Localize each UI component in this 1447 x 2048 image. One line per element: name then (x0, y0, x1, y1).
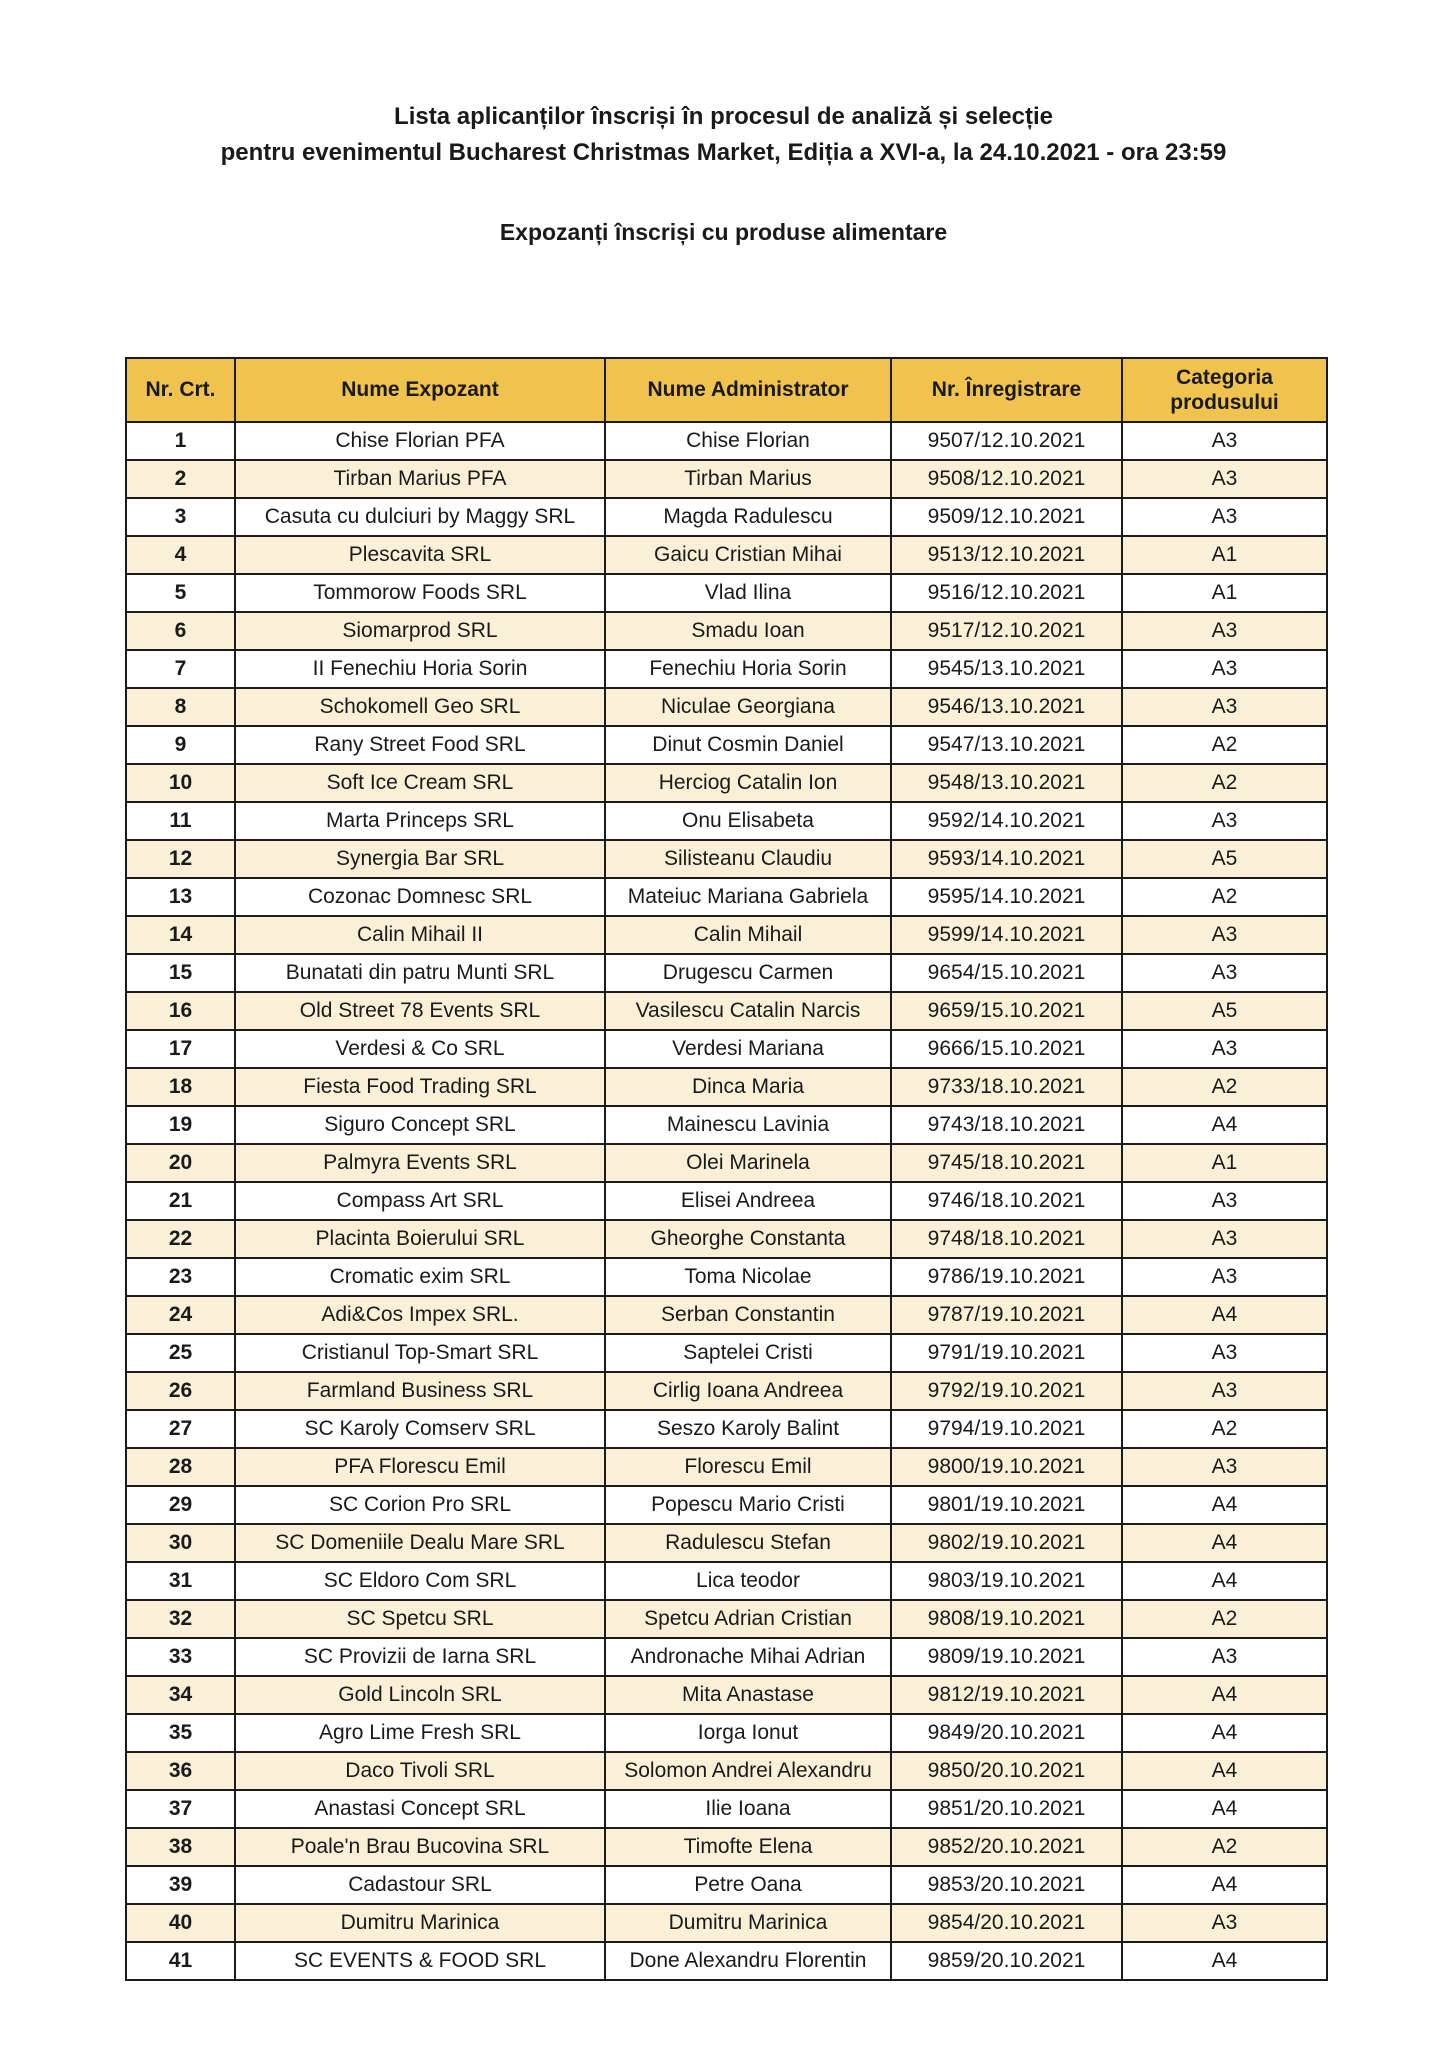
table-body (126, 422, 1327, 1980)
cell-nr-inregistrare: 9786/19.10.2021 (891, 1258, 1122, 1296)
cell-categoria-produsului: A4 (1122, 1676, 1327, 1714)
cell-nr-crt: 4 (126, 536, 235, 574)
cell-nr-inregistrare: 9517/12.10.2021 (891, 612, 1122, 650)
cell-nr-inregistrare: 9666/15.10.2021 (891, 1030, 1122, 1068)
cell-nume-expozant: PFA Florescu Emil (235, 1448, 605, 1486)
table-header-row (126, 358, 1327, 422)
cell-categoria-produsului: A3 (1122, 1638, 1327, 1676)
cell-nume-expozant: Fiesta Food Trading SRL (235, 1068, 605, 1106)
cell-nr-inregistrare: 9809/19.10.2021 (891, 1638, 1122, 1676)
cell-nume-administrator: Spetcu Adrian Cristian (605, 1600, 891, 1638)
cell-nr-inregistrare: 9654/15.10.2021 (891, 954, 1122, 992)
cell-nr-crt: 12 (126, 840, 235, 878)
table-row (126, 422, 1327, 460)
cell-categoria-produsului: A4 (1122, 1562, 1327, 1600)
cell-nume-expozant: Dumitru Marinica (235, 1904, 605, 1942)
header-categoria-produsului: Categoria produsului (1122, 358, 1327, 422)
cell-nr-inregistrare: 9792/19.10.2021 (891, 1372, 1122, 1410)
cell-nr-crt: 18 (126, 1068, 235, 1106)
cell-nume-expozant: SC Eldoro Com SRL (235, 1562, 605, 1600)
table-row (126, 1220, 1327, 1258)
cell-categoria-produsului: A3 (1122, 422, 1327, 460)
cell-nume-expozant: SC Karoly Comserv SRL (235, 1410, 605, 1448)
cell-nr-crt: 9 (126, 726, 235, 764)
cell-nr-crt: 31 (126, 1562, 235, 1600)
cell-nr-inregistrare: 9852/20.10.2021 (891, 1828, 1122, 1866)
cell-nr-inregistrare: 9854/20.10.2021 (891, 1904, 1122, 1942)
cell-nr-inregistrare: 9791/19.10.2021 (891, 1334, 1122, 1372)
cell-nume-administrator: Saptelei Cristi (605, 1334, 891, 1372)
table-row (126, 1334, 1327, 1372)
cell-nume-administrator: Done Alexandru Florentin (605, 1942, 891, 1980)
cell-nume-expozant: Gold Lincoln SRL (235, 1676, 605, 1714)
table-row (126, 1562, 1327, 1600)
applicants-table (125, 357, 1328, 1981)
table-row (126, 1448, 1327, 1486)
cell-nume-administrator: Verdesi Mariana (605, 1030, 891, 1068)
cell-nr-inregistrare: 9800/19.10.2021 (891, 1448, 1122, 1486)
cell-nume-administrator: Dinut Cosmin Daniel (605, 726, 891, 764)
table-row (126, 1942, 1327, 1980)
cell-nume-administrator: Ilie Ioana (605, 1790, 891, 1828)
document-title-line2: pentru evenimentul Bucharest Christmas Market, Ediția a XVI-a, la 24.10.2021 - ora 23:59 (220, 139, 1227, 166)
cell-nr-inregistrare: 9548/13.10.2021 (891, 764, 1122, 802)
cell-nr-inregistrare: 9803/19.10.2021 (891, 1562, 1122, 1600)
cell-nr-inregistrare: 9794/19.10.2021 (891, 1410, 1122, 1448)
cell-categoria-produsului: A3 (1122, 1904, 1327, 1942)
cell-nr-inregistrare: 9746/18.10.2021 (891, 1182, 1122, 1220)
table-row (126, 574, 1327, 612)
cell-categoria-produsului: A5 (1122, 992, 1327, 1030)
cell-nr-crt: 36 (126, 1752, 235, 1790)
cell-nr-crt: 10 (126, 764, 235, 802)
header-nume-expozant: Nume Expozant (235, 358, 605, 422)
cell-nr-crt: 27 (126, 1410, 235, 1448)
table-row (126, 1296, 1327, 1334)
cell-categoria-produsului: A1 (1122, 536, 1327, 574)
cell-categoria-produsului: A1 (1122, 574, 1327, 612)
cell-nr-inregistrare: 9851/20.10.2021 (891, 1790, 1122, 1828)
cell-nr-inregistrare: 9546/13.10.2021 (891, 688, 1122, 726)
cell-nr-crt: 19 (126, 1106, 235, 1144)
table-row (126, 878, 1327, 916)
cell-nume-expozant: Placinta Boierului SRL (235, 1220, 605, 1258)
table-row (126, 1638, 1327, 1676)
cell-nr-inregistrare: 9850/20.10.2021 (891, 1752, 1122, 1790)
cell-nr-crt: 32 (126, 1600, 235, 1638)
table-row (126, 1030, 1327, 1068)
cell-nume-administrator: Vasilescu Catalin Narcis (605, 992, 891, 1030)
cell-categoria-produsului: A3 (1122, 1220, 1327, 1258)
cell-nr-crt: 28 (126, 1448, 235, 1486)
table-row (126, 536, 1327, 574)
cell-nume-administrator: Lica teodor (605, 1562, 891, 1600)
cell-nume-administrator: Silisteanu Claudiu (605, 840, 891, 878)
cell-nr-crt: 33 (126, 1638, 235, 1676)
cell-nume-expozant: Schokomell Geo SRL (235, 688, 605, 726)
cell-nr-inregistrare: 9593/14.10.2021 (891, 840, 1122, 878)
cell-nr-crt: 38 (126, 1828, 235, 1866)
cell-categoria-produsului: A4 (1122, 1866, 1327, 1904)
cell-categoria-produsului: A2 (1122, 878, 1327, 916)
cell-nume-administrator: Serban Constantin (605, 1296, 891, 1334)
cell-nume-expozant: Tommorow Foods SRL (235, 574, 605, 612)
cell-nume-administrator: Mateiuc Mariana Gabriela (605, 878, 891, 916)
cell-nume-expozant: Siomarprod SRL (235, 612, 605, 650)
cell-nr-crt: 6 (126, 612, 235, 650)
cell-nume-expozant: Synergia Bar SRL (235, 840, 605, 878)
cell-nume-administrator: Petre Oana (605, 1866, 891, 1904)
cell-nr-crt: 23 (126, 1258, 235, 1296)
cell-nr-crt: 37 (126, 1790, 235, 1828)
cell-categoria-produsului: A3 (1122, 688, 1327, 726)
cell-nume-expozant: Casuta cu dulciuri by Maggy SRL (235, 498, 605, 536)
cell-categoria-produsului: A5 (1122, 840, 1327, 878)
table-row (126, 726, 1327, 764)
cell-nume-administrator: Calin Mihail (605, 916, 891, 954)
cell-categoria-produsului: A3 (1122, 1448, 1327, 1486)
cell-categoria-produsului: A3 (1122, 954, 1327, 992)
cell-categoria-produsului: A4 (1122, 1524, 1327, 1562)
cell-nume-expozant: SC Domeniile Dealu Mare SRL (235, 1524, 605, 1562)
cell-nr-inregistrare: 9507/12.10.2021 (891, 422, 1122, 460)
cell-nume-administrator: Fenechiu Horia Sorin (605, 650, 891, 688)
cell-nr-inregistrare: 9509/12.10.2021 (891, 498, 1122, 536)
cell-nume-expozant: Soft Ice Cream SRL (235, 764, 605, 802)
section-title: Expozanți înscriși cu produse alimentare (499, 219, 948, 245)
cell-nr-crt: 34 (126, 1676, 235, 1714)
cell-nume-administrator: Toma Nicolae (605, 1258, 891, 1296)
cell-nr-crt: 22 (126, 1220, 235, 1258)
cell-nr-inregistrare: 9743/18.10.2021 (891, 1106, 1122, 1144)
cell-nr-inregistrare: 9812/19.10.2021 (891, 1676, 1122, 1714)
table-row (126, 612, 1327, 650)
cell-categoria-produsului: A2 (1122, 726, 1327, 764)
cell-nume-expozant: Poale'n Brau Bucovina SRL (235, 1828, 605, 1866)
cell-nr-crt: 15 (126, 954, 235, 992)
cell-nr-inregistrare: 9659/15.10.2021 (891, 992, 1122, 1030)
cell-nume-administrator: Niculae Georgiana (605, 688, 891, 726)
table-row (126, 1182, 1327, 1220)
cell-nume-administrator: Andronache Mihai Adrian (605, 1638, 891, 1676)
cell-categoria-produsului: A3 (1122, 1334, 1327, 1372)
table-row (126, 1486, 1327, 1524)
cell-nume-expozant: Cozonac Domnesc SRL (235, 878, 605, 916)
cell-nume-administrator: Tirban Marius (605, 460, 891, 498)
table-row (126, 1790, 1327, 1828)
cell-nr-crt: 5 (126, 574, 235, 612)
cell-nr-crt: 20 (126, 1144, 235, 1182)
cell-nr-crt: 24 (126, 1296, 235, 1334)
cell-nr-crt: 11 (126, 802, 235, 840)
cell-nume-administrator: Popescu Mario Cristi (605, 1486, 891, 1524)
cell-categoria-produsului: A4 (1122, 1790, 1327, 1828)
cell-nume-administrator: Onu Elisabeta (605, 802, 891, 840)
cell-nume-expozant: Siguro Concept SRL (235, 1106, 605, 1144)
cell-nr-inregistrare: 9592/14.10.2021 (891, 802, 1122, 840)
cell-nume-expozant: Plescavita SRL (235, 536, 605, 574)
cell-nume-expozant: Chise Florian PFA (235, 422, 605, 460)
cell-nr-inregistrare: 9599/14.10.2021 (891, 916, 1122, 954)
cell-nume-expozant: SC Spetcu SRL (235, 1600, 605, 1638)
cell-nume-expozant: Adi&Cos Impex SRL. (235, 1296, 605, 1334)
cell-nr-inregistrare: 9802/19.10.2021 (891, 1524, 1122, 1562)
table-row (126, 1866, 1327, 1904)
cell-nr-crt: 14 (126, 916, 235, 954)
cell-nume-administrator: Magda Radulescu (605, 498, 891, 536)
cell-nr-crt: 13 (126, 878, 235, 916)
cell-nume-expozant: Cromatic exim SRL (235, 1258, 605, 1296)
cell-nume-administrator: Gaicu Cristian Mihai (605, 536, 891, 574)
cell-categoria-produsului: A3 (1122, 1030, 1327, 1068)
cell-nr-inregistrare: 9547/13.10.2021 (891, 726, 1122, 764)
cell-nr-inregistrare: 9801/19.10.2021 (891, 1486, 1122, 1524)
cell-categoria-produsului: A2 (1122, 764, 1327, 802)
cell-categoria-produsului: A3 (1122, 612, 1327, 650)
cell-categoria-produsului: A3 (1122, 1258, 1327, 1296)
cell-nume-expozant: Palmyra Events SRL (235, 1144, 605, 1182)
cell-nr-crt: 2 (126, 460, 235, 498)
cell-nr-inregistrare: 9787/19.10.2021 (891, 1296, 1122, 1334)
cell-categoria-produsului: A2 (1122, 1600, 1327, 1638)
cell-nume-administrator: Smadu Ioan (605, 612, 891, 650)
cell-nume-administrator: Dumitru Marinica (605, 1904, 891, 1942)
table-row (126, 1828, 1327, 1866)
cell-nume-expozant: Calin Mihail II (235, 916, 605, 954)
table-row (126, 1752, 1327, 1790)
cell-categoria-produsului: A1 (1122, 1144, 1327, 1182)
cell-nume-administrator: Timofte Elena (605, 1828, 891, 1866)
cell-nr-crt: 3 (126, 498, 235, 536)
header-nume-administrator: Nume Administrator (605, 358, 891, 422)
cell-nr-crt: 39 (126, 1866, 235, 1904)
cell-categoria-produsului: A3 (1122, 802, 1327, 840)
table-row (126, 460, 1327, 498)
cell-nume-administrator: Dinca Maria (605, 1068, 891, 1106)
cell-nr-inregistrare: 9516/12.10.2021 (891, 574, 1122, 612)
cell-nr-inregistrare: 9513/12.10.2021 (891, 536, 1122, 574)
cell-categoria-produsului: A2 (1122, 1828, 1327, 1866)
cell-nr-inregistrare: 9859/20.10.2021 (891, 1942, 1122, 1980)
document-title (0, 99, 1447, 171)
cell-nume-expozant: Cristianul Top-Smart SRL (235, 1334, 605, 1372)
cell-nr-crt: 25 (126, 1334, 235, 1372)
cell-categoria-produsului: A4 (1122, 1296, 1327, 1334)
cell-nume-administrator: Solomon Andrei Alexandru (605, 1752, 891, 1790)
cell-nr-inregistrare: 9849/20.10.2021 (891, 1714, 1122, 1752)
cell-categoria-produsului: A3 (1122, 916, 1327, 954)
cell-nume-expozant: Old Street 78 Events SRL (235, 992, 605, 1030)
cell-nume-expozant: II Fenechiu Horia Sorin (235, 650, 605, 688)
cell-nume-administrator: Radulescu Stefan (605, 1524, 891, 1562)
document-title-line1: Lista aplicanților înscriși în procesul de analiză și selecție (394, 103, 1053, 130)
table-row (126, 1068, 1327, 1106)
table-row (126, 1144, 1327, 1182)
cell-categoria-produsului: A3 (1122, 460, 1327, 498)
cell-nume-expozant: Agro Lime Fresh SRL (235, 1714, 605, 1752)
cell-categoria-produsului: A3 (1122, 1372, 1327, 1410)
cell-nume-expozant: SC Provizii de Iarna SRL (235, 1638, 605, 1676)
table-row (126, 688, 1327, 726)
cell-categoria-produsului: A3 (1122, 1182, 1327, 1220)
table-row (126, 1410, 1327, 1448)
cell-nr-inregistrare: 9748/18.10.2021 (891, 1220, 1122, 1258)
cell-categoria-produsului: A2 (1122, 1410, 1327, 1448)
cell-nr-inregistrare: 9508/12.10.2021 (891, 460, 1122, 498)
cell-categoria-produsului: A4 (1122, 1106, 1327, 1144)
cell-nume-expozant: Daco Tivoli SRL (235, 1752, 605, 1790)
cell-nume-expozant: Compass Art SRL (235, 1182, 605, 1220)
table-row (126, 1106, 1327, 1144)
cell-nume-administrator: Gheorghe Constanta (605, 1220, 891, 1258)
header-nr-inregistrare: Nr. Înregistrare (891, 358, 1122, 422)
table-row (126, 1372, 1327, 1410)
table-row (126, 916, 1327, 954)
cell-nume-expozant: SC EVENTS & FOOD SRL (235, 1942, 605, 1980)
cell-nr-crt: 21 (126, 1182, 235, 1220)
cell-nume-administrator: Elisei Andreea (605, 1182, 891, 1220)
cell-nr-inregistrare: 9545/13.10.2021 (891, 650, 1122, 688)
table-row (126, 1714, 1327, 1752)
cell-nume-expozant: Marta Princeps SRL (235, 802, 605, 840)
cell-nume-expozant: Cadastour SRL (235, 1866, 605, 1904)
cell-nume-administrator: Vlad Ilina (605, 574, 891, 612)
cell-categoria-produsului: A3 (1122, 650, 1327, 688)
cell-nume-administrator: Mita Anastase (605, 1676, 891, 1714)
table-row (126, 650, 1327, 688)
cell-nume-administrator: Iorga Ionut (605, 1714, 891, 1752)
cell-categoria-produsului: A2 (1122, 1068, 1327, 1106)
cell-nr-crt: 1 (126, 422, 235, 460)
cell-nr-inregistrare: 9733/18.10.2021 (891, 1068, 1122, 1106)
cell-nr-inregistrare: 9853/20.10.2021 (891, 1866, 1122, 1904)
table-row (126, 1676, 1327, 1714)
cell-nume-administrator: Florescu Emil (605, 1448, 891, 1486)
cell-categoria-produsului: A4 (1122, 1714, 1327, 1752)
cell-nr-crt: 41 (126, 1942, 235, 1980)
cell-nume-expozant: Anastasi Concept SRL (235, 1790, 605, 1828)
cell-nr-crt: 30 (126, 1524, 235, 1562)
table-row (126, 954, 1327, 992)
cell-nr-crt: 40 (126, 1904, 235, 1942)
cell-nr-crt: 16 (126, 992, 235, 1030)
table-row (126, 1524, 1327, 1562)
cell-nume-administrator: Chise Florian (605, 422, 891, 460)
cell-nr-inregistrare: 9745/18.10.2021 (891, 1144, 1122, 1182)
table-row (126, 1600, 1327, 1638)
table-row (126, 802, 1327, 840)
cell-nume-administrator: Mainescu Lavinia (605, 1106, 891, 1144)
cell-categoria-produsului: A3 (1122, 498, 1327, 536)
cell-nr-crt: 26 (126, 1372, 235, 1410)
header-nr-crt: Nr. Crt. (126, 358, 235, 422)
cell-nume-expozant: Tirban Marius PFA (235, 460, 605, 498)
cell-nume-administrator: Drugescu Carmen (605, 954, 891, 992)
cell-nume-expozant: Verdesi & Co SRL (235, 1030, 605, 1068)
cell-nr-inregistrare: 9595/14.10.2021 (891, 878, 1122, 916)
table-row (126, 1258, 1327, 1296)
cell-nr-crt: 17 (126, 1030, 235, 1068)
cell-categoria-produsului: A4 (1122, 1752, 1327, 1790)
table-row (126, 1904, 1327, 1942)
cell-nr-crt: 29 (126, 1486, 235, 1524)
cell-categoria-produsului: A4 (1122, 1486, 1327, 1524)
cell-nume-expozant: Rany Street Food SRL (235, 726, 605, 764)
cell-nume-administrator: Herciog Catalin Ion (605, 764, 891, 802)
cell-nr-inregistrare: 9808/19.10.2021 (891, 1600, 1122, 1638)
cell-nume-expozant: Bunatati din patru Munti SRL (235, 954, 605, 992)
cell-nume-administrator: Olei Marinela (605, 1144, 891, 1182)
cell-nr-crt: 7 (126, 650, 235, 688)
table-row (126, 992, 1327, 1030)
cell-nume-expozant: Farmland Business SRL (235, 1372, 605, 1410)
cell-nume-expozant: SC Corion Pro SRL (235, 1486, 605, 1524)
cell-nume-administrator: Cirlig Ioana Andreea (605, 1372, 891, 1410)
table-row (126, 498, 1327, 536)
cell-nr-crt: 8 (126, 688, 235, 726)
cell-categoria-produsului: A4 (1122, 1942, 1327, 1980)
table-row (126, 840, 1327, 878)
cell-nume-administrator: Seszo Karoly Balint (605, 1410, 891, 1448)
cell-nr-crt: 35 (126, 1714, 235, 1752)
table-row (126, 764, 1327, 802)
